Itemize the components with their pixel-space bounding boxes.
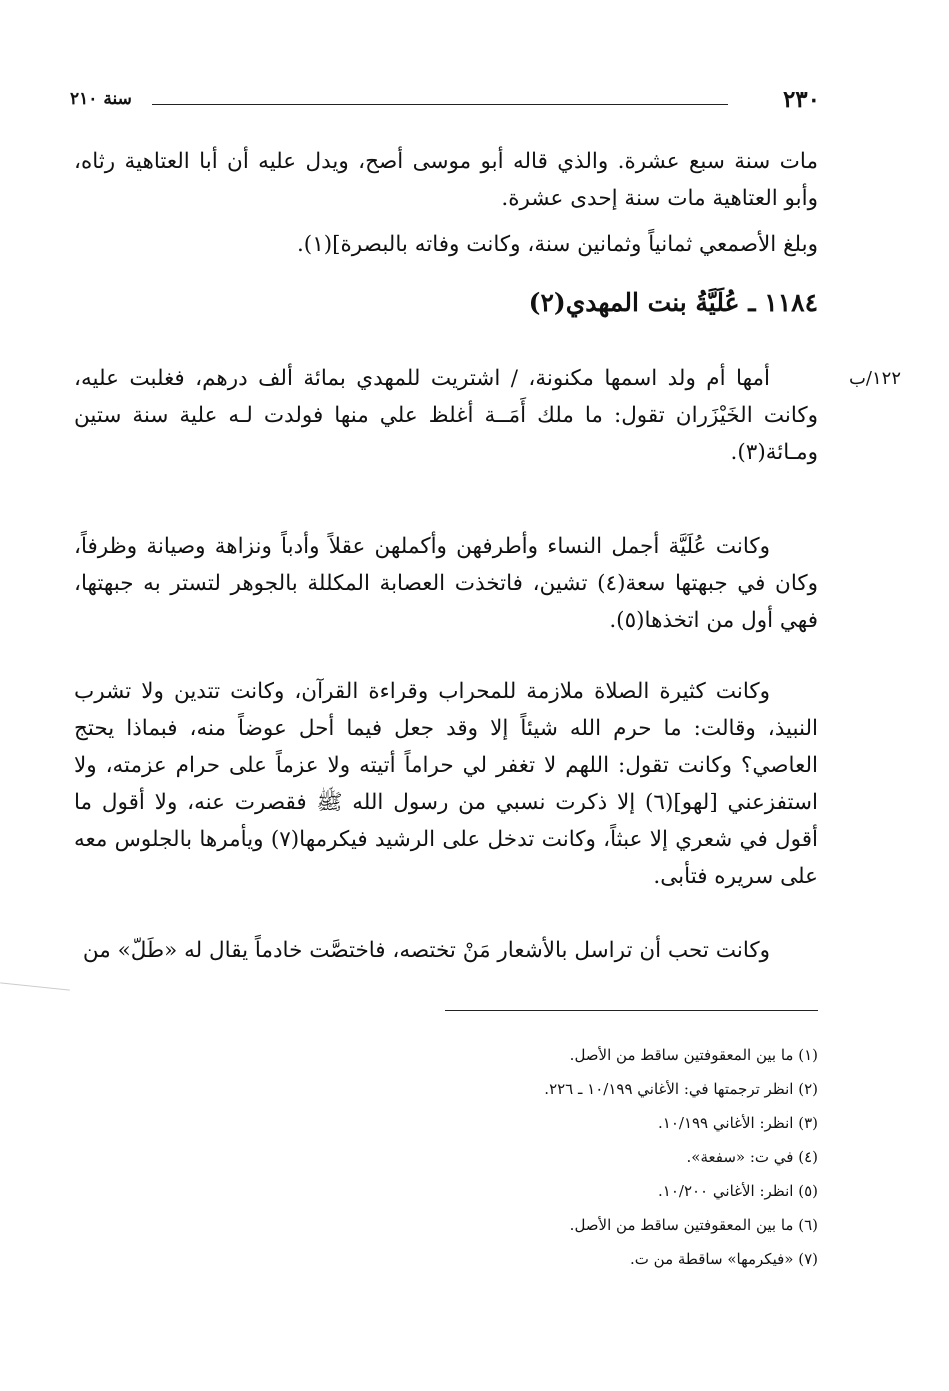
running-title: سنة ٢١٠ bbox=[70, 89, 132, 109]
footnote-1: (١) ما بين المعقوفتين ساقط من الأصل. bbox=[569, 1046, 818, 1064]
footnote-rule bbox=[445, 1010, 818, 1011]
paragraph-6: وكانت تحب أن تراسل بالأشعار مَنْ تختصه، فاختصَّت خادماً يقال له «طَلّ» من bbox=[82, 938, 770, 963]
manuscript-folio-note: ١٢٢/ب bbox=[848, 368, 901, 389]
paragraph-4: وكانت عُلَيَّة أجمل النساء وأطرفهن وأكملهن عقلاً وأدباً ونزاهة وصيانة وظرفاً، وكان في جبهتها سعة(٤) تشين، فاتخذت العصابة المكللة بالجوهر لتستر به جبهتها، فهي أول من اتخذها(٥). bbox=[74, 534, 818, 633]
footnotes bbox=[544, 1038, 818, 1276]
footnote-5: (٥) انظر: الأغاني ١٠/٢٠٠. bbox=[658, 1182, 818, 1200]
paragraph-2: وبلغ الأصمعي ثمانياً وثمانين سنة، وكانت وفاته بالبصرة](١). bbox=[296, 232, 818, 257]
paragraph-5: وكانت كثيرة الصلاة ملازمة للمحراب وقراءة القرآن، وكانت تتدين ولا تشرب النبيذ، وقالت: ما حرم الله شيئاً إلا وقد جعل فيما أحل عوضاً منه، فبماذا يحتج العاصي؟ وكانت تقول: اللهم لا تغفر لي حراماً أتيته ولا عزماً على حرام عزمته، ولا استفزعني [لهو](٦) إلا ذكرت نسبي من رسول الله ﷺ فقصرت عنه، ولا أقول ما أقول في شعري إلا عبثاً، وكانت تدخل على الرشيد فيكرمها(٧) ويأمرها بالجلوس معه على سريره فتأبى. bbox=[74, 679, 818, 889]
page-header bbox=[60, 86, 820, 116]
entry-heading: ١١٨٤ ـ عُلَيَّةُ بنت المهدي(٢) bbox=[528, 288, 818, 317]
paragraph-1: مات سنة سبع عشرة. والذي قاله أبو موسى أصح، ويدل عليه أن أبا العتاهية رثاه، وأبو العتاهية مات سنة إحدى عشرة. bbox=[74, 149, 818, 211]
paragraph-3: أمها أم ولد اسمها مكنونة، / اشتريت للمهدي بمائة ألف درهم، فغلبت عليه، وكانت الخَيْزَران تقول: ما ملك أَمَــة أغلظ علي منها فولدت لـه علية سنة ستين ومـائة(٣). bbox=[74, 366, 818, 465]
page-number: ٢٣٠ bbox=[782, 86, 820, 113]
footnote-7: (٧) «فيكرمها» ساقطة من ت. bbox=[630, 1250, 818, 1268]
footnote-6: (٦) ما بين المعقوفتين ساقط من الأصل. bbox=[569, 1216, 818, 1234]
footnote-4: (٤) في ت: «سفعة». bbox=[686, 1148, 818, 1166]
footnote-2: (٢) انظر ترجمتها في: الأغاني ١٠/١٩٩ ـ ٢٢٦. bbox=[544, 1080, 818, 1098]
footnote-3: (٣) انظر: الأغاني ١٠/١٩٩. bbox=[658, 1114, 818, 1132]
header-rule bbox=[152, 104, 728, 105]
scan-mark bbox=[0, 982, 70, 990]
